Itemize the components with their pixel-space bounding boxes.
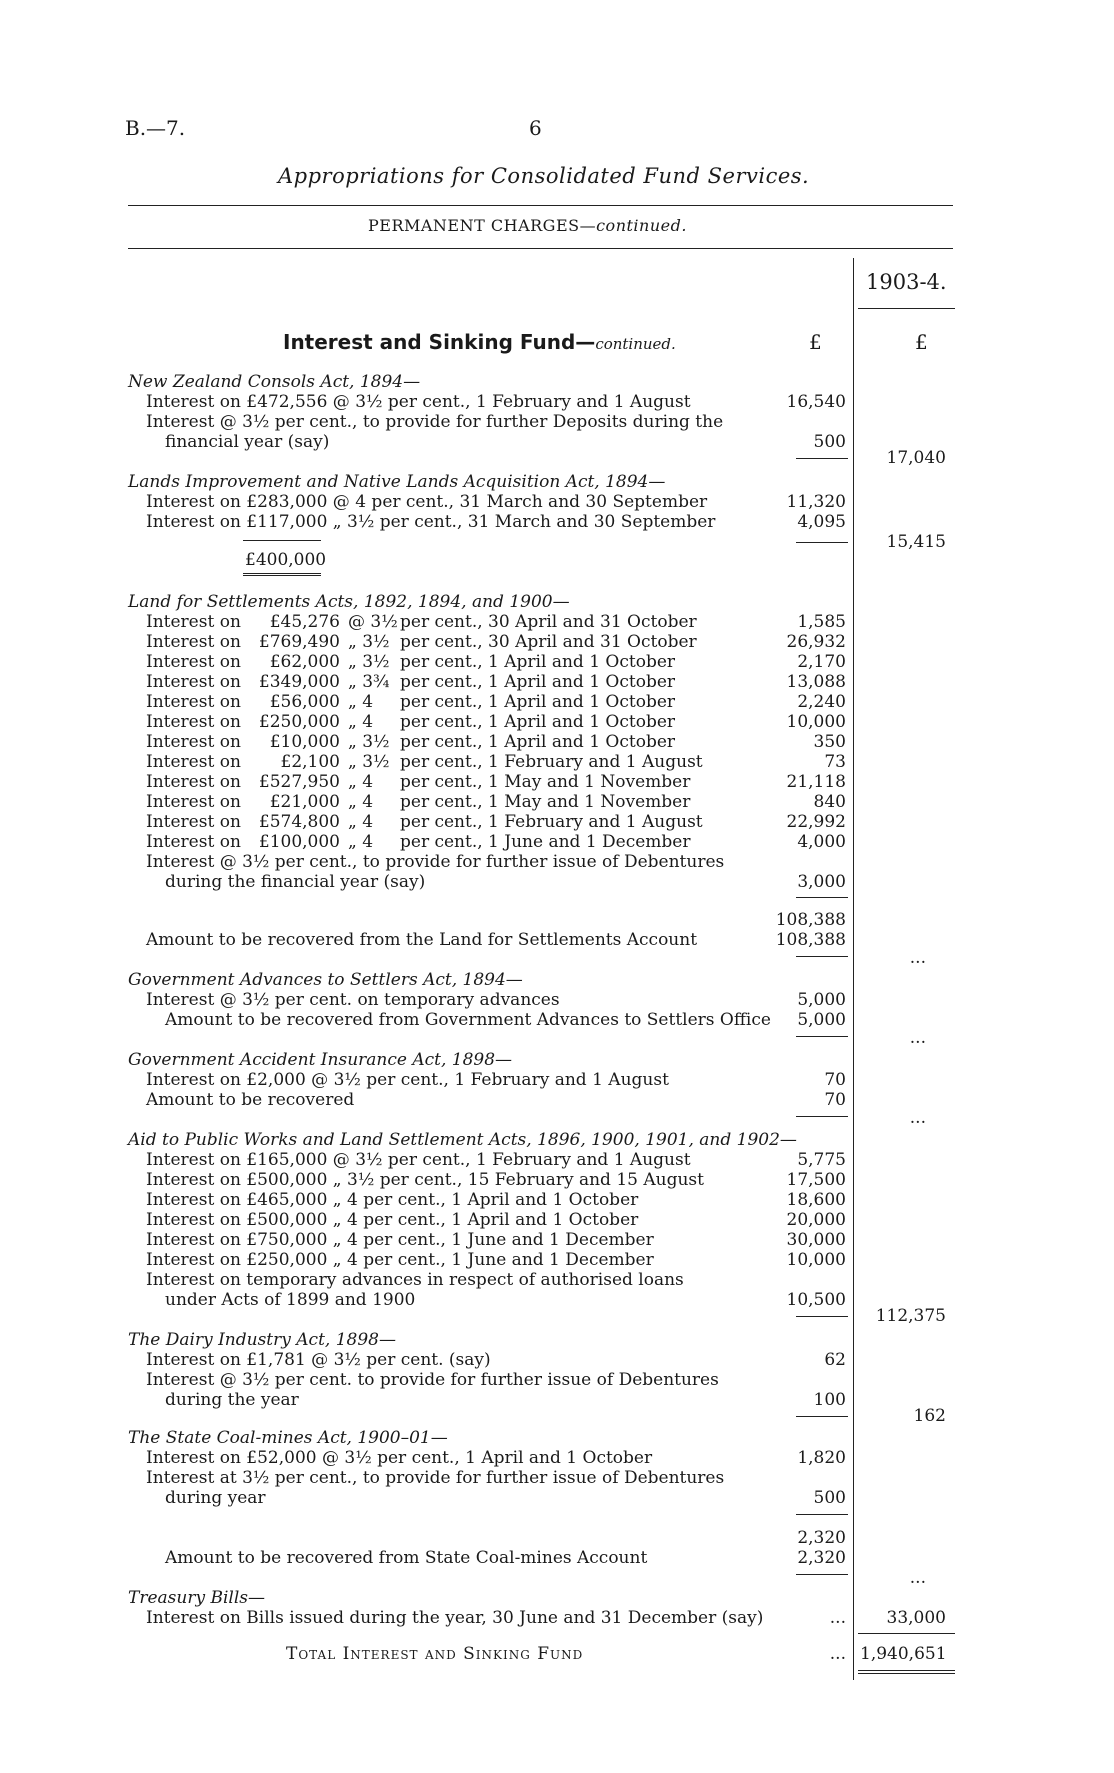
- land-settlements-row-amount: £45,276: [269, 612, 340, 632]
- land-settlements-row-label: Interest on: [146, 732, 241, 752]
- lands-improvement-line-2: Interest on £117,000 „ 3½ per cent., 31 March and 30 September: [146, 512, 716, 532]
- land-settlements-row-value: 13,088: [786, 672, 846, 692]
- govt-advances-rule: [796, 1036, 848, 1037]
- title-rule: [128, 205, 953, 206]
- land-settlements-recovered-rule: [796, 956, 848, 957]
- govt-advances-line-2: Amount to be recovered from Government Advances to Settlers Office: [165, 1010, 771, 1030]
- govt-advances-value-2: 5,000: [797, 1010, 846, 1030]
- public-works-rule: [796, 1316, 848, 1317]
- land-settlements-total: ...: [909, 948, 926, 968]
- lands-improvement-subtotal-rule-top: [243, 540, 321, 541]
- land-settlements-row-rate: @ 3½: [348, 612, 398, 632]
- land-settlements-row-amount: £21,000: [269, 792, 340, 812]
- coal-mines-heading: The State Coal-mines Act, 1900–01—: [128, 1428, 448, 1448]
- land-settlements-row-amount: £574,800: [258, 812, 340, 832]
- dairy-value-1: 62: [824, 1350, 846, 1370]
- land-settlements-row-value: 26,932: [786, 632, 846, 652]
- land-settlements-row-rate: „ 3½: [348, 752, 390, 772]
- public-works-temporary-line-b: under Acts of 1899 and 1900: [165, 1290, 416, 1310]
- grand-total-value: 1,940,651: [860, 1644, 947, 1664]
- land-settlements-row-terms: per cent., 1 April and 1 October: [400, 652, 676, 672]
- land-settlements-row-amount: £250,000: [258, 712, 340, 732]
- land-settlements-row-terms: per cent., 1 April and 1 October: [400, 692, 676, 712]
- land-settlements-row-terms: per cent., 1 April and 1 October: [400, 672, 676, 692]
- public-works-row-label: Interest on £500,000 „ 4 per cent., 1 April and 1 October: [146, 1210, 639, 1230]
- land-settlements-row-terms: per cent., 1 May and 1 November: [400, 772, 691, 792]
- public-works-row-label: Interest on £165,000 @ 3½ per cent., 1 February and 1 August: [146, 1150, 691, 1170]
- dairy-line-2b: during the year: [165, 1390, 299, 1410]
- dairy-value-2: 100: [813, 1390, 846, 1410]
- land-settlements-row-amount: £100,000: [258, 832, 340, 852]
- subtitle-main: PERMANENT CHARGES—: [368, 216, 597, 235]
- page-subtitle: [368, 216, 687, 235]
- subtitle-rule: [128, 248, 953, 249]
- coal-mines-value-1: 1,820: [797, 1448, 846, 1468]
- land-settlements-row-rate: „ 3½: [348, 652, 390, 672]
- lands-improvement-subtotal-rule-bottom: [243, 573, 321, 576]
- land-settlements-row-terms: per cent., 30 April and 31 October: [400, 632, 697, 652]
- land-settlements-row-terms: per cent., 1 February and 1 August: [400, 752, 703, 772]
- lands-improvement-subtotal: £400,000: [245, 550, 327, 570]
- land-settlements-row-label: Interest on: [146, 832, 241, 852]
- public-works-row-value: 20,000: [786, 1210, 846, 1230]
- dairy-line-2a: Interest @ 3½ per cent. to provide for further issue of Debentures: [146, 1370, 719, 1390]
- land-settlements-row-value: 840: [813, 792, 846, 812]
- public-works-row-label: Interest on £750,000 „ 4 per cent., 1 June and 1 December: [146, 1230, 654, 1250]
- govt-advances-line-1: Interest @ 3½ per cent. on temporary advances: [146, 990, 560, 1010]
- nz-consols-rule: [796, 458, 848, 459]
- land-settlements-row-value: 22,992: [786, 812, 846, 832]
- page-title: Appropriations for Consolidated Fund Services.: [278, 164, 810, 188]
- land-settlements-row-label: Interest on: [146, 692, 241, 712]
- public-works-temporary-value: 10,500: [786, 1290, 846, 1310]
- land-settlements-sum-rule: [796, 897, 848, 898]
- land-settlements-row-amount: £62,000: [269, 652, 340, 672]
- land-settlements-row-amount: £56,000: [269, 692, 340, 712]
- land-settlements-further-value: 3,000: [797, 872, 846, 892]
- public-works-row-label: Interest on £250,000 „ 4 per cent., 1 June and 1 December: [146, 1250, 654, 1270]
- govt-advances-total: ...: [909, 1028, 926, 1048]
- land-settlements-row-amount: £349,000: [258, 672, 340, 692]
- land-settlements-row-amount: £527,950: [258, 772, 340, 792]
- land-settlements-row-rate: „ 4: [348, 712, 374, 732]
- grand-total-rule-bottom: [858, 1670, 955, 1674]
- subtitle-continued: continued.: [596, 216, 687, 235]
- land-settlements-recovered-label: Amount to be recovered from the Land for Settlements Account: [146, 930, 698, 950]
- accident-insurance-rule: [796, 1116, 848, 1117]
- land-settlements-row-value: 10,000: [786, 712, 846, 732]
- lands-improvement-value-1: 11,320: [786, 492, 846, 512]
- land-settlements-row-value: 73: [824, 752, 846, 772]
- land-settlements-row-label: Interest on: [146, 712, 241, 732]
- coal-mines-total: ...: [909, 1568, 926, 1588]
- land-settlements-row-value: 4,000: [797, 832, 846, 852]
- pound-column-right: £: [915, 330, 928, 354]
- section-title-continued: continued.: [595, 335, 676, 353]
- nz-consols-total: 17,040: [886, 448, 946, 468]
- land-settlements-row-amount: £769,490: [258, 632, 340, 652]
- public-works-temporary-line-a: Interest on temporary advances in respect of authorised loans: [146, 1270, 684, 1290]
- land-settlements-heading: Land for Settlements Acts, 1892, 1894, and 1900—: [128, 592, 570, 612]
- land-settlements-row-label: Interest on: [146, 812, 241, 832]
- land-settlements-recovered-value: 108,388: [775, 930, 846, 950]
- document-reference: B.—7.: [125, 116, 186, 140]
- land-settlements-row-value: 1,585: [797, 612, 846, 632]
- coal-mines-recovered-value: 2,320: [797, 1548, 846, 1568]
- nz-consols-line-2a: Interest @ 3½ per cent., to provide for further Deposits during the: [146, 412, 724, 432]
- treasury-total: 33,000: [886, 1608, 946, 1628]
- land-settlements-row-value: 2,240: [797, 692, 846, 712]
- dairy-total: 162: [913, 1406, 946, 1426]
- lands-improvement-total: 15,415: [886, 532, 946, 552]
- accident-insurance-value-2: 70: [824, 1090, 846, 1110]
- year-column-header: 1903-4.: [866, 270, 947, 294]
- public-works-row-value: 10,000: [786, 1250, 846, 1270]
- grand-total-dots: ...: [829, 1644, 846, 1664]
- nz-consols-value-2: 500: [813, 432, 846, 452]
- land-settlements-sum: 108,388: [775, 910, 846, 930]
- public-works-row-value: 18,600: [786, 1190, 846, 1210]
- grand-total-rule-top: [858, 1633, 955, 1634]
- land-settlements-row-rate: „ 4: [348, 692, 374, 712]
- public-works-heading: Aid to Public Works and Land Settlement Acts, 1896, 1900, 1901, and 1902—: [128, 1130, 797, 1150]
- dairy-heading: The Dairy Industry Act, 1898—: [128, 1330, 396, 1350]
- coal-mines-recovered-label: Amount to be recovered from State Coal-mines Account: [165, 1548, 648, 1568]
- public-works-row-value: 30,000: [786, 1230, 846, 1250]
- land-settlements-row-value: 21,118: [786, 772, 846, 792]
- land-settlements-row-label: Interest on: [146, 792, 241, 812]
- public-works-total: 112,375: [875, 1306, 946, 1326]
- land-settlements-row-label: Interest on: [146, 752, 241, 772]
- land-settlements-row-terms: per cent., 1 February and 1 August: [400, 812, 703, 832]
- lands-improvement-line-1: Interest on £283,000 @ 4 per cent., 31 March and 30 September: [146, 492, 708, 512]
- coal-mines-sum: 2,320: [797, 1528, 846, 1548]
- land-settlements-row-rate: „ 3½: [348, 732, 390, 752]
- treasury-heading: Treasury Bills—: [128, 1588, 265, 1608]
- coal-mines-recovered-rule: [796, 1574, 848, 1575]
- accident-insurance-line-2: Amount to be recovered: [146, 1090, 355, 1110]
- land-settlements-row-amount: £2,100: [280, 752, 340, 772]
- land-settlements-row-terms: per cent., 30 April and 31 October: [400, 612, 697, 632]
- accident-insurance-value-1: 70: [824, 1070, 846, 1090]
- pound-column-left: £: [809, 330, 822, 354]
- year-header-rule: [858, 308, 955, 309]
- land-settlements-row-terms: per cent., 1 May and 1 November: [400, 792, 691, 812]
- coal-mines-value-2: 500: [813, 1488, 846, 1508]
- treasury-line-1: Interest on Bills issued during the year, 30 June and 31 December (say): [146, 1608, 764, 1628]
- accident-insurance-total: ...: [909, 1108, 926, 1128]
- page-number: 6: [529, 116, 542, 140]
- lands-improvement-value-2: 4,095: [797, 512, 846, 532]
- coal-mines-line-2a: Interest at 3½ per cent., to provide for further issue of Debentures: [146, 1468, 725, 1488]
- public-works-row-label: Interest on £500,000 „ 3½ per cent., 15 February and 15 August: [146, 1170, 704, 1190]
- section-title: [283, 330, 676, 354]
- land-settlements-row-label: Interest on: [146, 652, 241, 672]
- land-settlements-row-rate: „ 4: [348, 792, 374, 812]
- land-settlements-row-label: Interest on: [146, 612, 241, 632]
- land-settlements-row-value: 350: [813, 732, 846, 752]
- nz-consols-value-1: 16,540: [786, 392, 846, 412]
- govt-advances-heading: Government Advances to Settlers Act, 1894—: [128, 970, 523, 990]
- lands-improvement-rule: [796, 542, 848, 543]
- land-settlements-row-label: Interest on: [146, 632, 241, 652]
- public-works-row-value: 5,775: [797, 1150, 846, 1170]
- treasury-value-1: ...: [829, 1608, 846, 1628]
- accident-insurance-heading: Government Accident Insurance Act, 1898—: [128, 1050, 513, 1070]
- land-settlements-row-terms: per cent., 1 April and 1 October: [400, 712, 676, 732]
- accident-insurance-line-1: Interest on £2,000 @ 3½ per cent., 1 February and 1 August: [146, 1070, 669, 1090]
- public-works-row-label: Interest on £465,000 „ 4 per cent., 1 April and 1 October: [146, 1190, 639, 1210]
- public-works-row-value: 17,500: [786, 1170, 846, 1190]
- land-settlements-row-label: Interest on: [146, 672, 241, 692]
- land-settlements-further-line-a: Interest @ 3½ per cent., to provide for further issue of Debentures: [146, 852, 725, 872]
- section-title-text: Interest and Sinking Fund—: [283, 330, 596, 354]
- land-settlements-row-rate: „ 4: [348, 832, 374, 852]
- nz-consols-heading: New Zealand Consols Act, 1894—: [128, 372, 421, 392]
- grand-total-label: Total Interest and Sinking Fund: [286, 1644, 584, 1664]
- govt-advances-value-1: 5,000: [797, 990, 846, 1010]
- land-settlements-row-terms: per cent., 1 April and 1 October: [400, 732, 676, 752]
- land-settlements-row-amount: £10,000: [269, 732, 340, 752]
- coal-mines-line-2b: during year: [165, 1488, 266, 1508]
- dairy-line-1: Interest on £1,781 @ 3½ per cent. (say): [146, 1350, 491, 1370]
- coal-mines-line-1: Interest on £52,000 @ 3½ per cent., 1 April and 1 October: [146, 1448, 653, 1468]
- land-settlements-row-rate: „ 3½: [348, 632, 390, 652]
- land-settlements-further-line-b: during the financial year (say): [165, 872, 426, 892]
- year-column-rule: [853, 258, 854, 1680]
- land-settlements-row-terms: per cent., 1 June and 1 December: [400, 832, 691, 852]
- land-settlements-row-label: Interest on: [146, 772, 241, 792]
- land-settlements-row-rate: „ 4: [348, 812, 374, 832]
- dairy-rule: [796, 1416, 848, 1417]
- nz-consols-line-1: Interest on £472,556 @ 3½ per cent., 1 February and 1 August: [146, 392, 691, 412]
- lands-improvement-heading: Lands Improvement and Native Lands Acquisition Act, 1894—: [128, 472, 666, 492]
- land-settlements-row-value: 2,170: [797, 652, 846, 672]
- land-settlements-row-rate: „ 4: [348, 772, 374, 792]
- coal-mines-sum-rule: [796, 1514, 848, 1515]
- land-settlements-row-rate: „ 3¾: [348, 672, 390, 692]
- nz-consols-line-2b: financial year (say): [165, 432, 330, 452]
